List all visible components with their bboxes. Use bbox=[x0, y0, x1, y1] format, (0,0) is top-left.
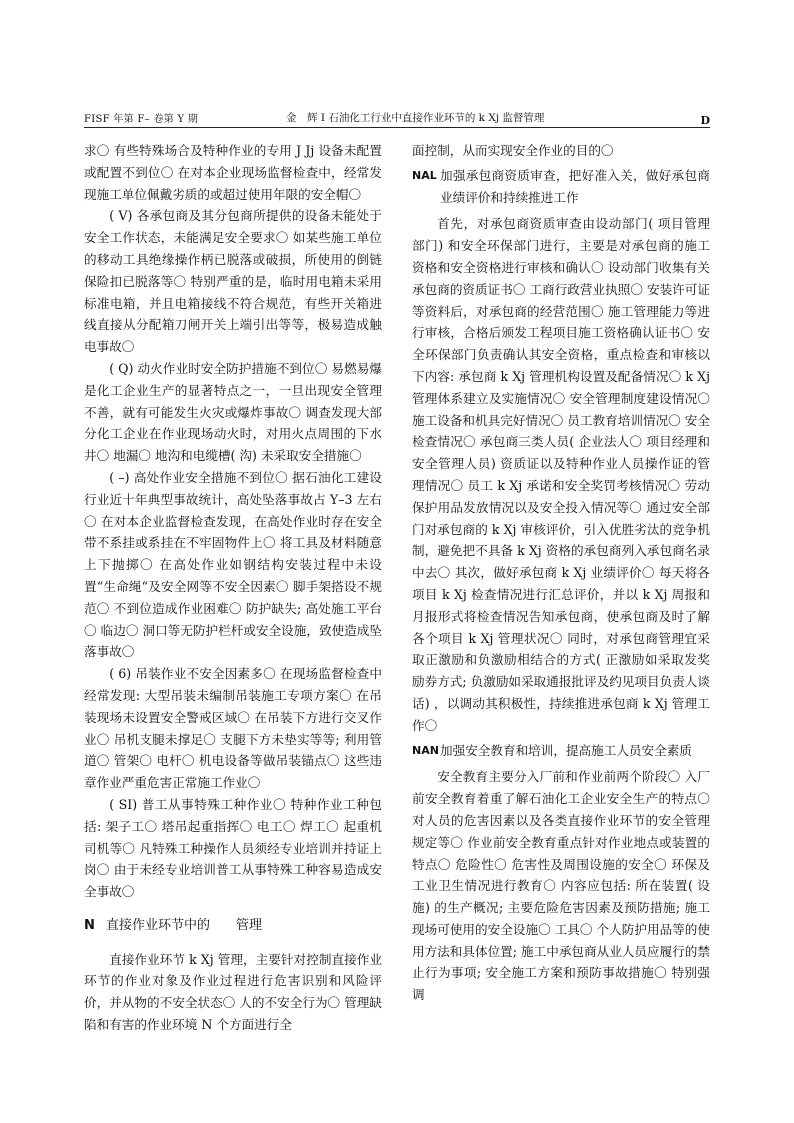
paragraph: ( 6) 吊装作业不安全因素多〇 在现场监督检查中经常发现: 大型吊装未编制吊装施工专项方案〇 在吊装现场未设置安全警戒区域〇 在吊装下方进行交叉作业〇 吊机支腿未撑足〇 支腿下方未垫实等等; 利用管道〇 管架〇 电杆〇 机电设备等做吊装锚点〇 这些违章作业严重危害正常施工作业〇 bbox=[84, 666, 382, 791]
subsection-heading bbox=[412, 165, 736, 209]
section-heading bbox=[84, 915, 382, 937]
paragraph: ( SI) 普工从事特殊工种作业〇 特种作业工种包括: 架子工〇 塔吊起重指挥〇 电工〇 焊工〇 起重机司机等〇 凡特殊工种操作人员须经专业培训并持证上岗〇 由于未经专业培训普工从事特殊工种容易造成安全事故〇 bbox=[84, 796, 382, 900]
running-header bbox=[84, 110, 710, 126]
paragraph: 安全教育主要分入厂前和作业前两个阶段〇 入厂前安全教育着重了解石油化工企业安全生产的特点〇 对人员的危害因素以及各类直接作业环节的安全管理规定等〇 作业前安全教育重点针对作业地点或装置的特点〇 危险性〇 危害性及周围设施的安全〇 环保及工业卫生情况进行教育〇 内容应包括: 所在装置( 设施) 的生产概况; 主要危险危害因素及预防措施; 施工现场可使用的安全设施〇 工具〇 个人防护用品等的使用方法和具体位置; 施工中承包商从业人员应履行的禁止行为事项; 安全施工方案和预防事故措施〇 特别强调 bbox=[412, 769, 710, 1003]
paragraph: ( –) 高处作业安全措施不到位〇 据石油化工建设行业近十年典型事故统计，高处坠落事故占 Y–3 左右〇 在对本企业监督检查发现，在高处作业时存在安全带不系挂或系挂在不牢固物件上〇 将工具及材料随意上下抛掷〇 在高处作业如钢结构安装过程中未设置“生命绳“及安全网等不安全因素〇 脚手架搭设不规范〇 不到位造成作业困难〇 防护缺失; 高处施工平台〇 临边〇 洞口等无防护栏杆或安全设施，致使造成坠落事故〇 bbox=[84, 469, 382, 660]
section-title: 直接作业环节中的 管理 bbox=[106, 917, 263, 933]
subsection-number: NAL bbox=[412, 168, 437, 182]
left-column bbox=[84, 140, 382, 1036]
page-number: D bbox=[700, 114, 710, 127]
paragraph: 直接作业环节 k Xj 管理，主要针对控制直接作业环节的作业对象及作业过程进行危害识别和风险评价，并从物的不安全状态〇 人的不安全行为〇 管理缺陷和有害的作业环境 N 个方面进行全 bbox=[84, 951, 382, 1033]
subsection-number: NAN bbox=[412, 743, 439, 757]
right-column bbox=[412, 140, 736, 1006]
journal-issue: FISF 年第 F– 卷第 Y 期 bbox=[84, 114, 199, 125]
paragraph: ( Q) 动火作业时安全防护措施不到位〇 易燃易爆是化工企业生产的显著特点之一，一旦出现安全管理不善，就有可能发生火灾或爆炸事故〇 调查发现大部分化工企业在作业现场动火时，对用火点周围的下水井〇 地漏〇 地沟和电缆槽( 沟) 未采取安全措施〇 bbox=[84, 360, 382, 464]
paragraph: 面控制，从而实现安全作业的目的〇 bbox=[412, 143, 614, 158]
paragraph: ( V) 各承包商及其分包商所提供的设备未能处于安全工作状态，未能满足安全要求〇 如某些施工单位的移动工具绝缘操作柄已脱落或破损，所使用的倒链保险扣已脱落等〇 特别严重的是，临时用电箱未采用标准电箱，并且电箱接线不符合规范，有些开关箱进线直接从分配箱刀闸开关上端引出等等，极易造成触电事故〇 bbox=[84, 208, 382, 355]
paragraph: 首先，对承包商资质审查由设动部门( 项目管理部门) 和安全环保部门进行，主要是对承包商的施工资格和安全资格进行审核和确认〇 设动部门收集有关承包商的资质证书〇 工商行政营业执照〇 安装许可证等资料后，对承包商的经营范围〇 施工管理能力等进行审核，合格后颁发工程项目施工资格确认证书〇 安全环保部门负责确认其安全资格，重点检查和审核以下内容: 承包商 k Xj 管理机构设置及配备情况〇 k Xj 管理体系建立及实施情况〇 安全管理制度建设情况〇 施工设备和机具完好情况〇 员工教育培训情况〇 安全检查情况〇 承包商三类人员( 企业法人〇 项目经理和安全管理人员) 资质证以及特种作业人员操作证的管理情况〇 员工 k Xj 承诺和安全奖罚考核情况〇 劳动保护用品发放情况以及安全投入情况等〇 通过安全部门对承包商的 k Xj 审核评价，引入优胜劣汰的竞争机制，避免把不具备 k Xj 资格的承包商列入承包商名录中去〇 其次，做好承包商 k Xj 业绩评价〇 每天将各项目 k Xj 检查情况进行汇总评价，并以 k Xj 周报和月报形式将检查情况告知承包商，使承包商及时了解各个项目 k Xj 管理状况〇 同时，对承包商管理宜采取正激励和负激励相结合的方式( 正激励如采取发奖励券方式; 负激励如采取通报批评及约见项目负责人谈话) ，以调动其积极性，持续推进承包商 k Xj 管理工作〇 bbox=[412, 216, 710, 733]
header-rule bbox=[84, 127, 710, 128]
section-number: N bbox=[84, 917, 95, 933]
subsection-title: 加强安全教育和培训，提高施工人员安全素质 bbox=[440, 742, 692, 758]
subsection-heading bbox=[412, 740, 710, 762]
paragraph: 求〇 有些特殊场合及特种作业的专用 J Jj 设备未配置或配置不到位〇 在对本企业现场监督检查中，经常发现施工单位佩戴劣质的或超过使用年限的安全帽〇 bbox=[84, 143, 382, 202]
running-title: 金 辉 I 石油化工行业中直接作业环节的 k Xj 监督管理 bbox=[286, 112, 545, 124]
subsection-title: 加强承包商资质审查，把好准入关，做好承包商 业绩评价和持续推进工作 bbox=[440, 167, 736, 205]
